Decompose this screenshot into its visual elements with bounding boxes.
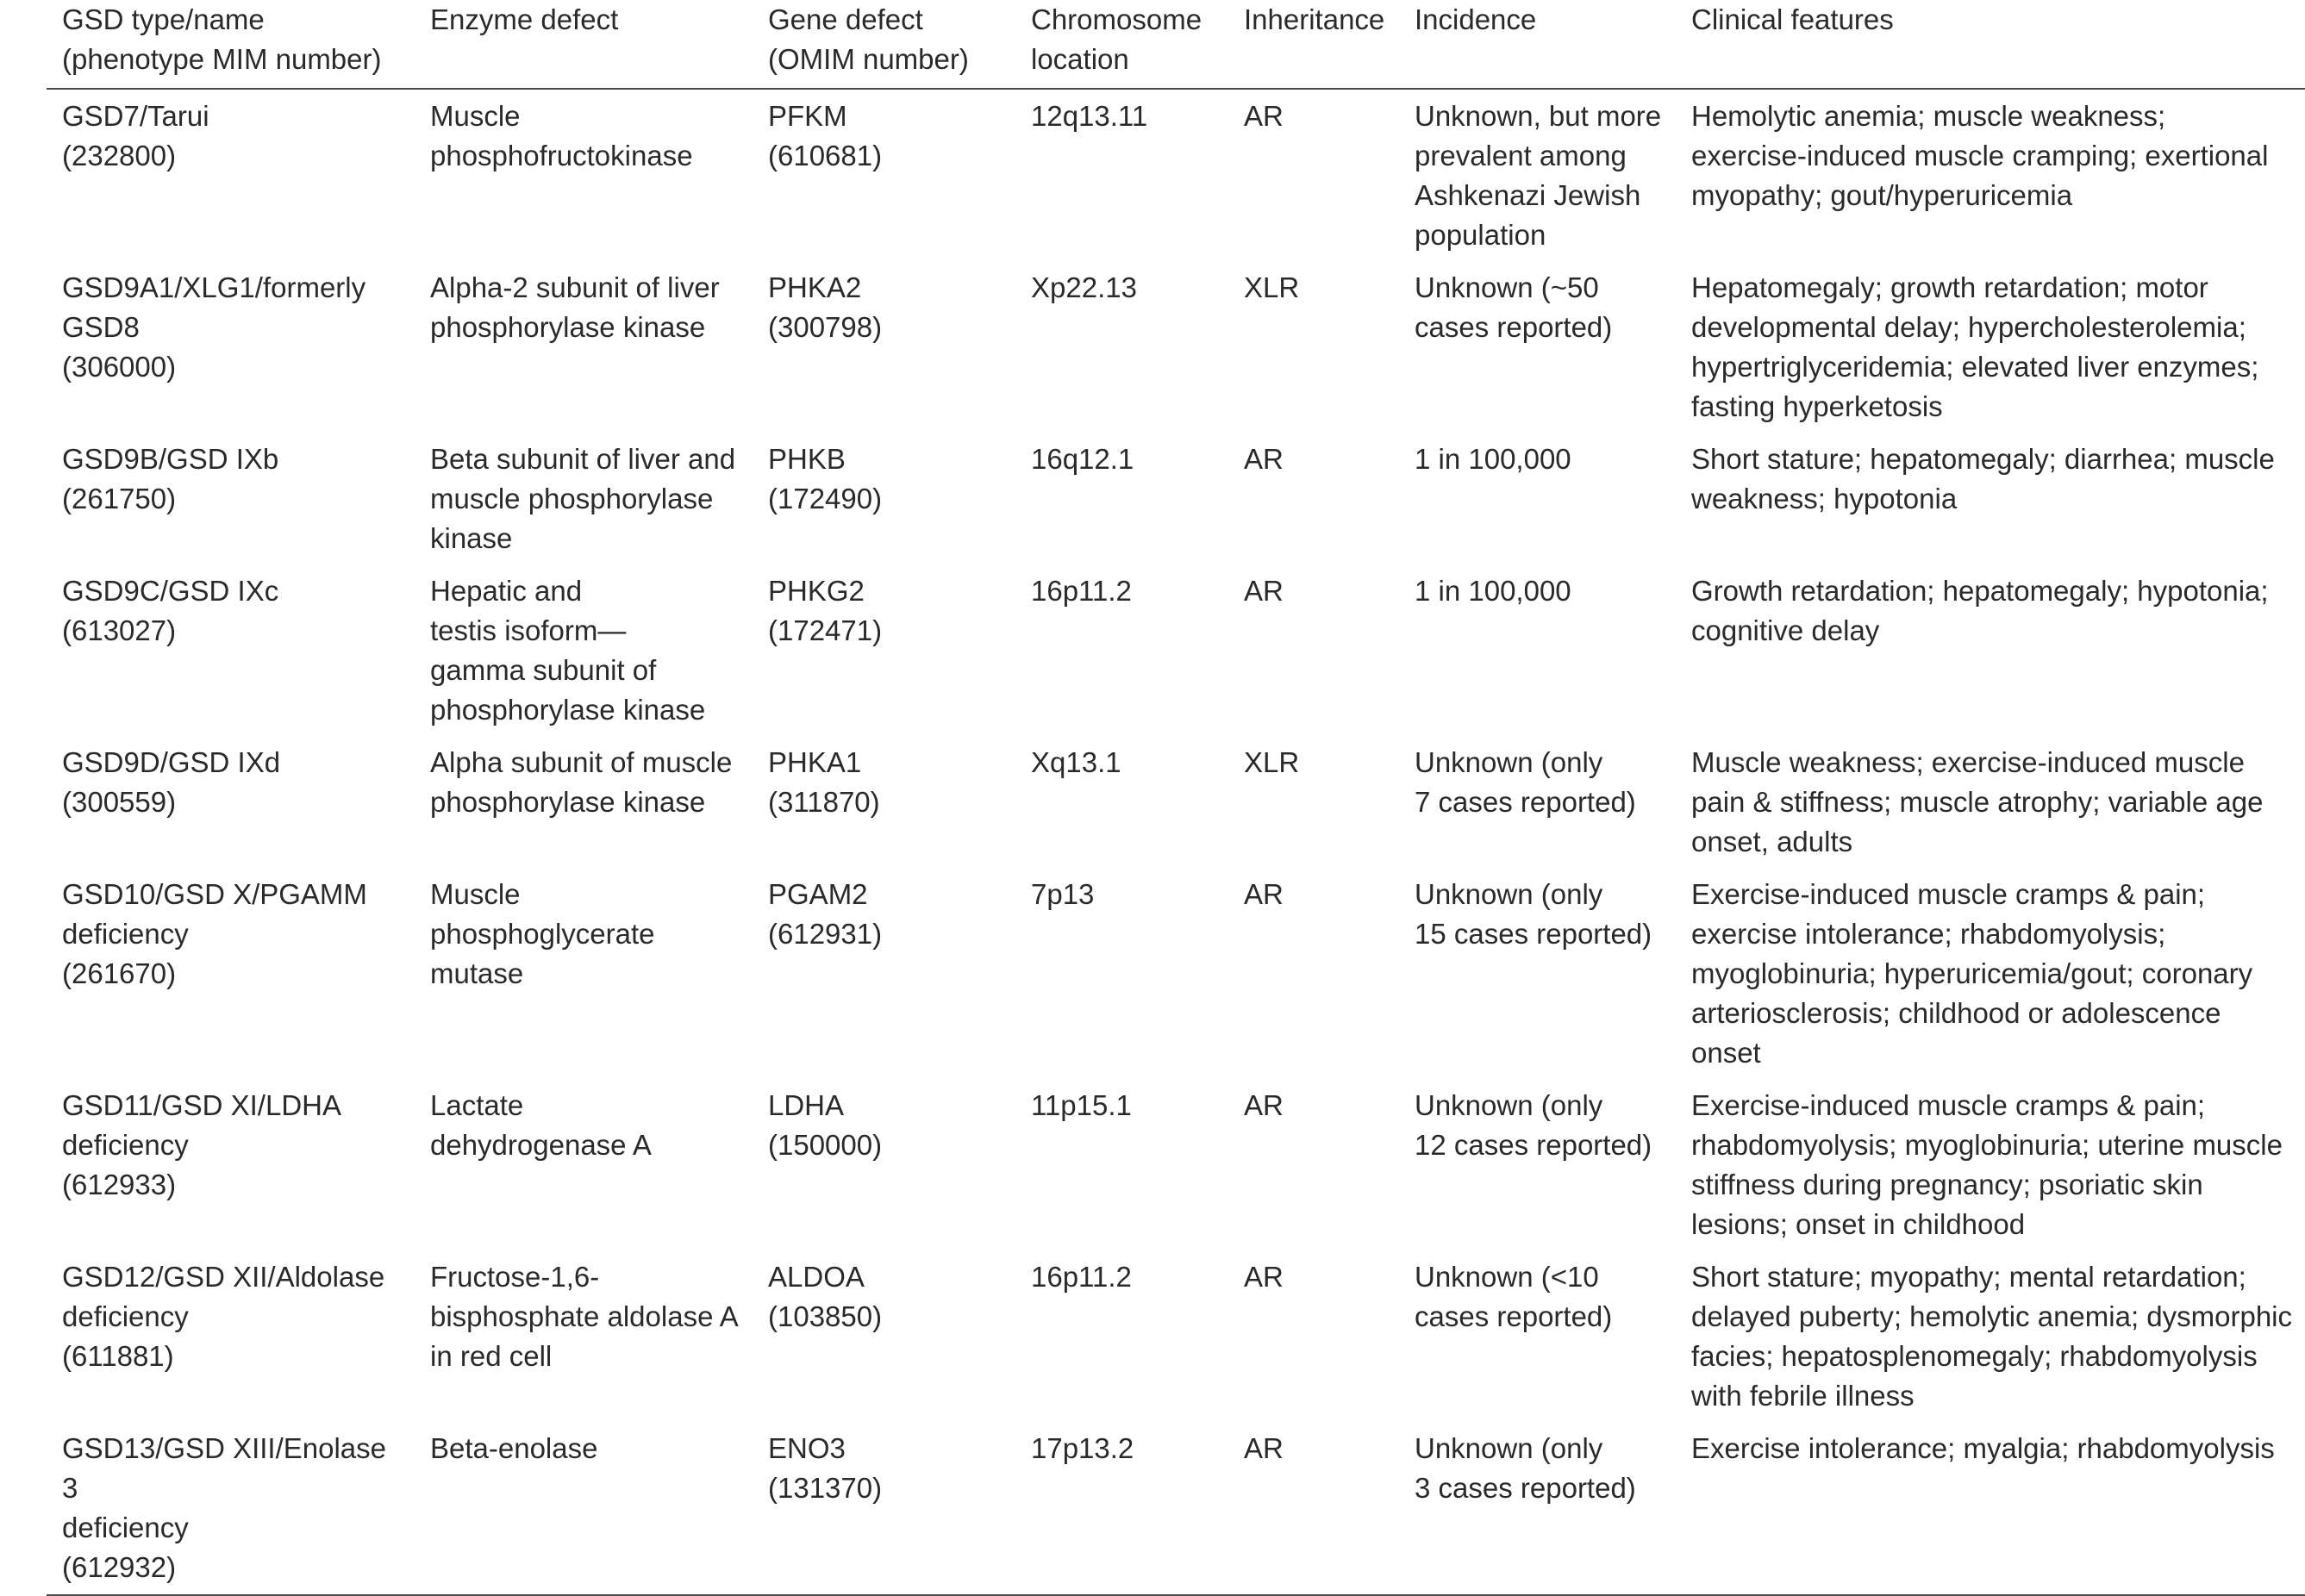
cell-enzyme-defect: Muscle phosphofructokinase bbox=[430, 100, 693, 171]
cell-inheritance: AR bbox=[1244, 443, 1284, 475]
cell-inheritance: XLR bbox=[1244, 746, 1300, 778]
header-row bbox=[47, 0, 2305, 89]
cell-clinical-features: Growth retardation; hepatomegaly; hypotonia; cognitive delay bbox=[1691, 575, 2269, 646]
cell-incidence: Unknown (only 3 cases reported) bbox=[1399, 1429, 1676, 1595]
cell-enzyme-defect: Fructose-1,6- bisphosphate aldolase A in red cell bbox=[430, 1261, 739, 1372]
cell-chromosome-location: Xq13.1 bbox=[1031, 746, 1121, 778]
cell-gene-defect: ALDOA (103850) bbox=[768, 1261, 883, 1332]
cell-gsd-type: GSD10/GSD X/PGAMM deficiency (261670) bbox=[62, 878, 367, 989]
cell-gsd-type: GSD9A1/XLG1/formerly GSD8 (306000) bbox=[62, 271, 366, 383]
cell-clinical-features: Muscle weakness; exercise-induced muscle pain & stiffness; muscle atrophy; variable age onset, adults bbox=[1691, 746, 2264, 857]
header-incidence: Incidence bbox=[1399, 0, 1676, 89]
cell-enzyme-defect: Alpha-2 subunit of liver phosphorylase kinase bbox=[430, 271, 720, 343]
cell-gene-defect: PFKM (610681) bbox=[768, 100, 883, 171]
table-row bbox=[47, 268, 2305, 440]
cell-gsd-type: GSD12/GSD XII/Aldolase deficiency (611881) bbox=[62, 1261, 385, 1372]
cell-chromosome-location: 16p11.2 bbox=[1031, 575, 1132, 607]
cell-enzyme-defect: Hepatic and testis isoform— gamma subunit of phosphorylase kinase bbox=[430, 575, 706, 726]
cell-inheritance: XLR bbox=[1244, 271, 1300, 303]
cell-incidence: Unknown (only 7 cases reported) bbox=[1415, 746, 1636, 818]
cell-gsd-type: GSD9B/GSD IXb (261750) bbox=[62, 443, 279, 514]
table-row bbox=[47, 1257, 2305, 1429]
cell-chromosome-location: 11p15.1 bbox=[1031, 1089, 1132, 1121]
cell-gene-defect: PHKG2 (172471) bbox=[768, 575, 883, 646]
cell-clinical-features: Exercise-induced muscle cramps & pain; rhabdomyolysis; myoglobinuria; uterine muscle stiffness during pregnancy; psoriatic skin lesions; onset in childhood bbox=[1691, 1089, 2283, 1240]
header-inheritance: Inheritance bbox=[1228, 0, 1399, 89]
cell-chromosome-location: 16p11.2 bbox=[1031, 1261, 1132, 1293]
cell-incidence: 1 in 100,000 bbox=[1415, 575, 1571, 607]
cell-clinical-features: Short stature; hepatomegaly; diarrhea; muscle weakness; hypotonia bbox=[1691, 443, 2275, 514]
cell-gsd-type: GSD9C/GSD IXc (613027) bbox=[62, 575, 279, 646]
cell-enzyme-defect: Muscle phosphoglycerate mutase bbox=[430, 878, 655, 989]
header-gsd-type: GSD type/name (phenotype MIM number) bbox=[47, 0, 415, 89]
table-row bbox=[47, 440, 2305, 571]
cell-inheritance: AR bbox=[1244, 1089, 1284, 1121]
table-body bbox=[47, 89, 2305, 1595]
cell-chromosome-location: 16q12.1 bbox=[1031, 443, 1134, 475]
table-row bbox=[47, 1429, 2305, 1595]
cell-inheritance: AR bbox=[1244, 878, 1284, 910]
table-row bbox=[47, 743, 2305, 875]
cell-gene-defect: PGAM2 (612931) bbox=[768, 878, 883, 950]
table-header bbox=[47, 0, 2305, 89]
cell-incidence: Unknown, but more prevalent among Ashkenazi Jewish population bbox=[1415, 100, 1662, 251]
cell-gsd-type: GSD13/GSD XIII/Enolase 3 deficiency (612932) bbox=[47, 1429, 415, 1595]
header-chromosome-location: Chromosome location bbox=[1015, 0, 1228, 89]
cell-inheritance: AR bbox=[1244, 575, 1284, 607]
cell-incidence: Unknown (~50 cases reported) bbox=[1415, 271, 1613, 343]
header-gene-defect: Gene defect (OMIM number) bbox=[753, 0, 1015, 89]
cell-gene-defect: ENO3 (131370) bbox=[753, 1429, 1015, 1595]
cell-gene-defect: PHKA2 (300798) bbox=[768, 271, 883, 343]
cell-gsd-type: GSD11/GSD XI/LDHA deficiency (612933) bbox=[62, 1089, 341, 1200]
cell-incidence: 1 in 100,000 bbox=[1415, 443, 1571, 475]
cell-chromosome-location: Xp22.13 bbox=[1031, 271, 1137, 303]
header-enzyme-defect: Enzyme defect bbox=[415, 0, 753, 89]
table-row bbox=[47, 89, 2305, 268]
cell-enzyme-defect: Lactate dehydrogenase A bbox=[430, 1089, 652, 1161]
cell-incidence: Unknown (only 12 cases reported) bbox=[1415, 1089, 1652, 1161]
cell-enzyme-defect: Beta-enolase bbox=[415, 1429, 753, 1595]
cell-clinical-features: Exercise-induced muscle cramps & pain; exercise intolerance; rhabdomyolysis; myoglobinuria; hyperuricemia/gout; coronary arteriosclerosis; childhood or adolescence onset bbox=[1691, 878, 2253, 1069]
cell-inheritance: AR bbox=[1228, 1429, 1399, 1595]
cell-gsd-type: GSD7/Tarui (232800) bbox=[62, 100, 209, 171]
cell-gene-defect: PHKA1 (311870) bbox=[768, 746, 880, 818]
cell-chromosome-location: 12q13.11 bbox=[1031, 100, 1148, 132]
header-clinical-features: Clinical features bbox=[1676, 0, 2305, 89]
cell-incidence: Unknown (<10 cases reported) bbox=[1415, 1261, 1613, 1332]
cell-inheritance: AR bbox=[1244, 1261, 1284, 1293]
table-row bbox=[47, 1086, 2305, 1257]
cell-clinical-features: Hemolytic anemia; muscle weakness; exercise-induced muscle cramping; exertional myopathy; gout/hyperuricemia bbox=[1691, 100, 2269, 211]
cell-inheritance: AR bbox=[1244, 100, 1284, 132]
cell-clinical-features: Hepatomegaly; growth retardation; motor developmental delay; hypercholesterolemia; hypertriglyceridemia; elevated liver enzymes; fasting hyperketosis bbox=[1691, 271, 2259, 422]
cell-chromosome-location: 7p13 bbox=[1031, 878, 1095, 910]
gsd-table bbox=[47, 0, 2305, 1596]
cell-chromosome-location: 17p13.2 bbox=[1015, 1429, 1228, 1595]
cell-gene-defect: LDHA (150000) bbox=[768, 1089, 883, 1161]
cell-gene-defect: PHKB (172490) bbox=[768, 443, 883, 514]
cell-clinical-features: Exercise intolerance; myalgia; rhabdomyolysis bbox=[1676, 1429, 2305, 1595]
cell-enzyme-defect: Beta subunit of liver and muscle phosphorylase kinase bbox=[430, 443, 736, 554]
cell-enzyme-defect: Alpha subunit of muscle phosphorylase kinase bbox=[430, 746, 733, 818]
table-row bbox=[47, 875, 2305, 1086]
table-row bbox=[47, 571, 2305, 743]
cell-gsd-type: GSD9D/GSD IXd (300559) bbox=[62, 746, 281, 818]
cell-clinical-features: Short stature; myopathy; mental retardation; delayed puberty; hemolytic anemia; dysmorphic facies; hepatosplenomegaly; rhabdomyolysis with febrile illness bbox=[1691, 1261, 2293, 1412]
cell-incidence: Unknown (only 15 cases reported) bbox=[1415, 878, 1652, 950]
